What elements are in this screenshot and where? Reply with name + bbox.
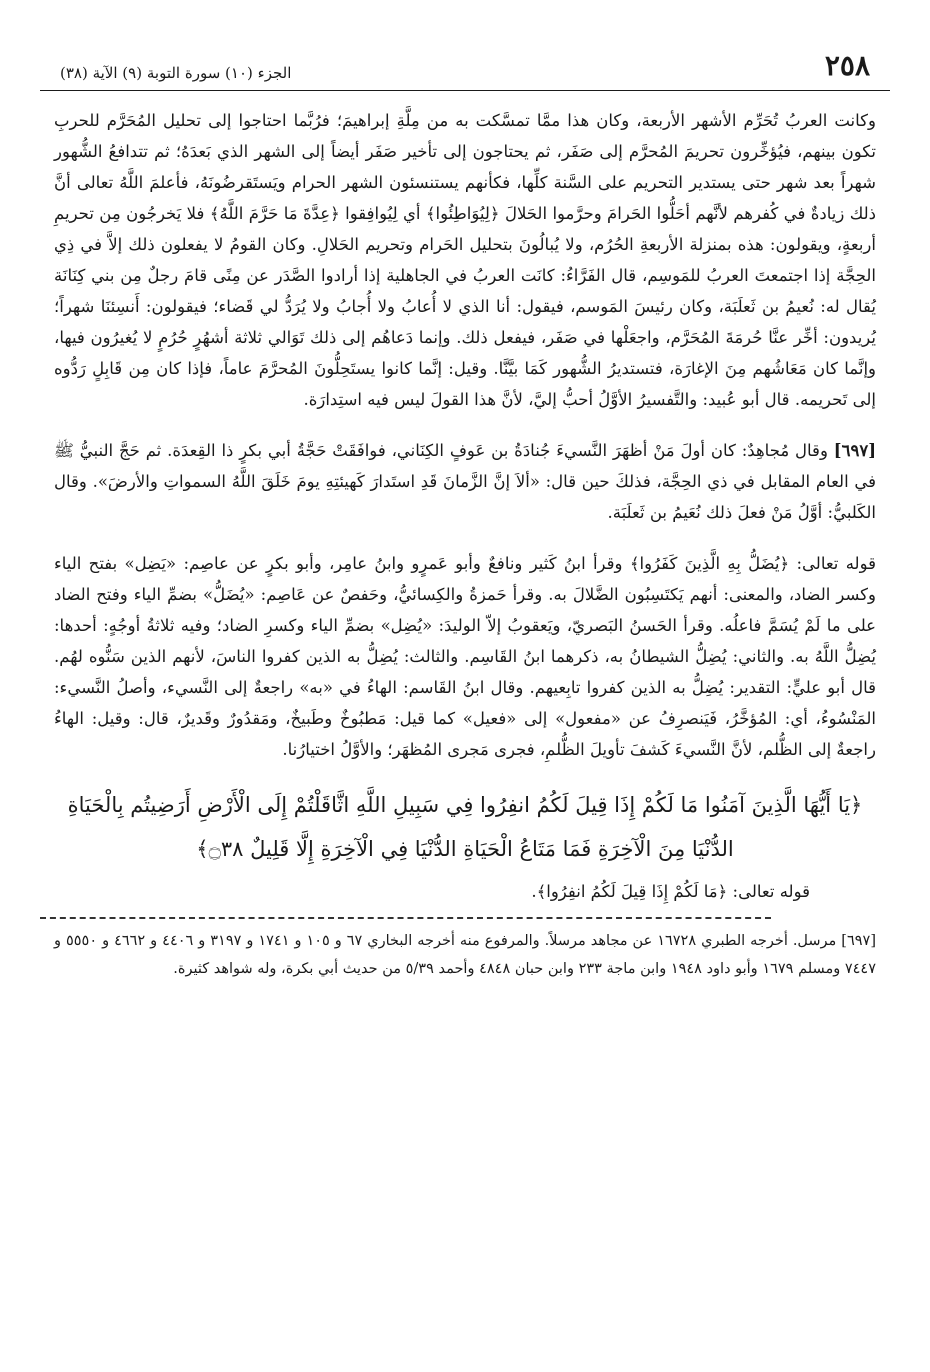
main-text <box>40 105 890 765</box>
quran-verse: ﴿يَا أَيُّهَا الَّذِينَ آمَنُوا مَا لَكُمْ إِذَا قِيلَ لَكُمُ انفِرُوا فِي سَبِيلِ اللَّهِ اثَّاقَلْتُمْ إِلَى الْأَرْضِ أَرَضِيتُم بِالْحَيَاةِ الدُّنْيَا مِنَ الْآخِرَةِ فَمَا مَتَاعُ الْحَيَاةِ الدُّنْيَا فِي الْآخِرَةِ إِلَّا قَلِيلٌ ۝٣٨﴾ <box>67 793 863 861</box>
footnote-divider <box>40 917 771 919</box>
footnote: [٦٩٧] مرسل. أخرجه الطبري ١٦٧٢٨ عن مجاهد مرسلاً. والمرفوع منه أخرجه البخاري ٦٧ و ١٠٥ و ١٧٤١ و ٣١٩٧ و ٤٤٠٦ و ٤٦٦٢ و ٥٥٥٠ و ٧٤٤٧ ومسلم ١٦٧٩ وأبو داود ١٩٤٨ وابن ماجة ٢٣٣ وابن حبان ٤٨٤٨ وأحمد ٥/٣٩ من حديث أبي بكرة، وله شواهد كثيرة. <box>54 933 876 977</box>
hadith-text: وقال مُجاهِدٌ: كان أولَ مَنْ أظهَرَ النَّسيءَ جُنادَةُ بن عَوفٍ الكِنَاني، فوافَقَتْ حَجَّةُ أبي بكرٍ ذا القِعدَة. ثم حَجَّ النبيُّ ﷺ في العام المقابل في ذي الحِجَّة، فذلكَ حين قال: «ألاَ إنَّ الزَّمانَ قَدِ استَدارَ كَهيئتِهِ يومَ خَلَقَ اللَّهُ السمواتِ والأرضَ». وقال الكَلبيُّ: أوَّلُ مَنْ فعلَ ذلك نُعَيمُ بن ثَعلَبَة. <box>54 441 876 522</box>
hadith-paragraph <box>54 435 876 528</box>
verse-commentary: قوله تعالى: ﴿مَا لَكُمْ إِذَا قِيلَ لَكُمُ انفِرُوا﴾. <box>531 882 810 901</box>
running-head: الجزء (١٠) سورة التوبة (٩) الآية (٣٨) <box>60 64 292 82</box>
hadith-number: [٦٩٧] <box>833 441 877 460</box>
book-page <box>40 40 890 1352</box>
commentary-paragraph: قوله تعالى: ﴿يُضَلُّ بِهِ الَّذِينَ كَفَرُوا﴾ وقرأ ابنُ كَثير ونافعٌ وأبو عَمرٍو وابنُ عامِر، وأبو بكرٍ عن عاصِم: «يَضِل» بفتح الياء وكسر الضاد، والمعنى: أنهم يَكتَسِبُون الضَّلالَ به. وقرأ حَمزةُ والكِسائيُّ، وحَفصٌ عن عَاصِم: «يُضَلُّ» بضمِّ الياء وفتح الضاد على ما لَمْ يُسَمَّ فاعلُه. وقرأ الحَسنُ البَصريّ، ويَعقوبُ إلاّ الوليدَ: «يُضِل» بضمِّ الياء وكسرِ الضاد؛ وفيه ثلاثةُ أوجُهٍ: أحدها: يُضِلُّ اللَّهُ به. والثاني: يُضِلُّ الشيطانُ به، ذكرهما ابنُ القَاسِم. والثالث: يُضِلُّ به الذين كفروا الناسَ، لأنهم الذين سَنُّوه لهُم. قال أبو عليٍّ: التقدير: يُضِلُّ به الذين كفروا تابِعيهم. وقال ابنُ القَاسم: الهاءُ في «به» راجعةٌ إلى النَّسيء، وأصلُ النَّسيء: المَنْسُوءُ، أي: المُؤخَّرُ، فَيَنصرِفُ عن «مفعول» إلى «فعيل» كما قيل: مَطبُوخٌ وطَبيخٌ، ومَقدُورٌ وقَديرٌ، قال: وقيل: الهاءُ راجعةٌ إلى الظُّلم، لأنَّ النَّسيءَ كَشفَ تأويلَ الظُّلمِ، فجرى مَجرى المُظهَر؛ والأوَّلُ اختيارُنا. <box>54 554 876 759</box>
paragraph: وكانت العربُ تُحَرِّم الأشهر الأربعة، وكان هذا ممَّا تمسَّكت به من مِلَّةِ إبراهيمَ؛ فرُبَّما احتاجوا إلى تحليل المُحَرَّم للحربِ تكون بينهم، فيُؤخِّرون تحريمَ المُحرَّم إلى صَفَر، ثم يحتاجون إلى تأخير صَفَر أيضاً إلى الشهر الذي بَعدَهُ؛ ثم تتدافعُ الشُّهور شهراً بعد شهر حتى يستدير التحريم على السَّنة كلِّها، فكأنهم يستنسئون الشهر الحرام ويَستَقرضُونَهُ، فأعلمَ اللَّهُ تعالى أنَّ ذلك زيادةٌ في كُفرهم لأنَّهم أحَلُّوا الحَرامَ وحرَّموا الحَلالَ ﴿لِيُوَاطِئُوا﴾ أي لِيُوافِقوا ﴿عِدَّةَ مَا حَرَّمَ اللَّهُ﴾ فلا يَخرجُون مِن تحريمِ أربعةٍ، ويقولون: هذه بمنزلة الأربعةِ الحُرُم، ولا يُبالُونَ بتحليل الحَرام وتحريم الحَلالِ. وكان القومُ لا يفعلون ذلك إلاَّ في ذِي الحِجَّة إذا اجتمعتَ العربُ للمَوسِم، قال الفَرَّاءُ: كانَت العربُ في الجاهلية إذا أرادوا الصَّدَر عن مِنًى قامَ رجلٌ مِن بني كِنَانَة يُقال له: نُعيمُ بن ثَعلَبَة، وكان رئيسَ المَوسم، فيقول: أنا الذي لا أُعابُ ولا أُجابُ ولا يُرَدُّ لي قَضاء؛ فيقولون: أَنسِئنَا شهراً؛ يُريدون: أخِّر عنَّا حُرمَةَ المُحَرَّم، واجعَلْها في صَفَر، فيفعل ذلك. وإنما دَعاهُم إلى ذلك تَوَالي ثلاثة أشهُرٍ حُرُمٍ لا يُغيرُون فيها، وإنَّما كان مَعَاشُهم مِنَ الإغارَة، فتستديرُ الشُّهور كَمَا بيَّنَّا. وقيل: إنَّما كانوا يستَحِلُّونَ المُحرَّمَ عاماً، فإذا كان مِن قَابِلٍ رَدُّوه إلى تَحريمه. قال أبو عُبيد: والتَّفسيرُ الأوَّلُ أحبُّ إليَّ، لأنَّ هذا القولَ ليس فيه استِدارَة. <box>54 111 876 409</box>
page-number: ٢٥٨ <box>824 49 870 82</box>
page-header <box>40 40 890 91</box>
